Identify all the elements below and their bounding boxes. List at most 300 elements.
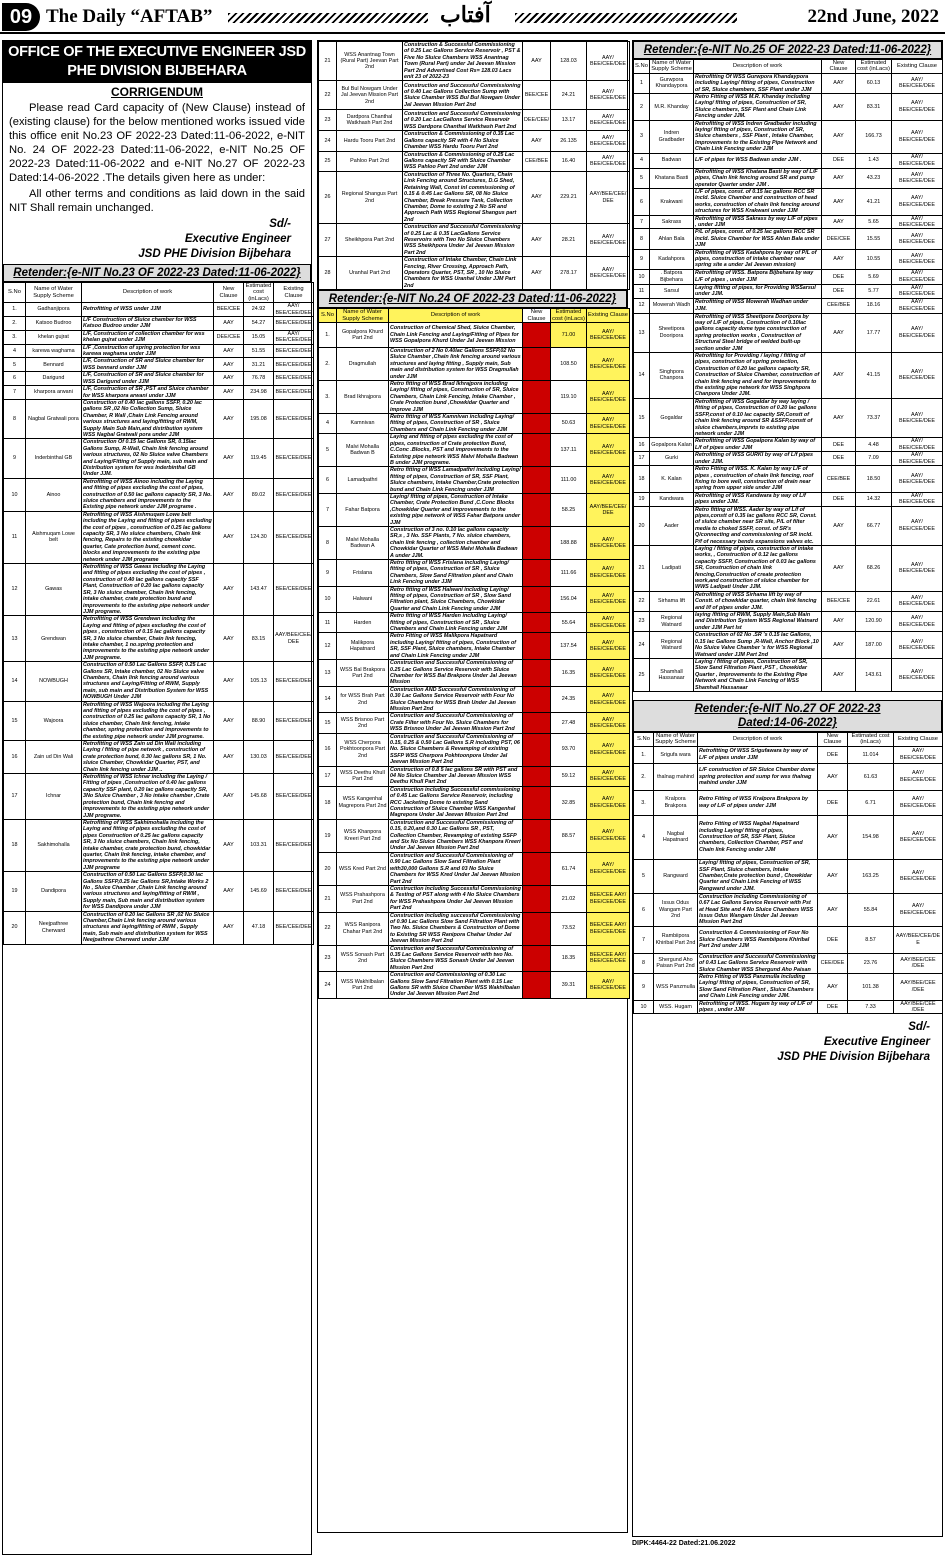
- row-sno: 11: [319, 613, 337, 633]
- page-number: 09: [2, 3, 40, 31]
- row-new-clause: AAY: [523, 819, 551, 852]
- row-description: L/F of pipes, const. of 0.15 lac gallons RCC SR incld. Sluice Chamber and construction of head works, construction of chain link fencing around structures for WSS Krakwani under JJM: [695, 188, 820, 215]
- row-description: L/F, Construction of SR and Sluice chamber for WSS Darigund under JJM: [82, 372, 214, 386]
- row-sno: 23: [319, 110, 337, 131]
- table-row: [319, 945, 630, 972]
- table-row: [634, 168, 943, 188]
- row-existing-clause: AAY/ BEE/CEE/DEE: [894, 763, 943, 790]
- column-middle: [317, 40, 628, 1533]
- row-existing-clause: AAY/ BEE/CEE/DEE: [892, 591, 943, 611]
- row-new-clause: AAY: [523, 786, 551, 819]
- row-new-clause: AAY: [214, 564, 244, 616]
- row-existing-clause: BEE/CEE/DEE: [274, 358, 314, 372]
- nit23-continued-table: [318, 41, 630, 290]
- row-cost: 24.21: [551, 81, 587, 110]
- row-existing-clause: AAY/ BEE/CEE/DEE: [894, 790, 943, 815]
- row-sno: 13: [634, 313, 650, 352]
- table-row: [319, 42, 630, 81]
- row-cost: 128.03: [551, 42, 587, 81]
- row-cost: 88.90: [244, 701, 274, 740]
- row-cost: 71.00: [551, 323, 587, 348]
- row-scheme: Rangward: [654, 859, 698, 893]
- row-description: Retrofitting of WSS Indren Gradbader including laying/ fitting of pipes, Construction of SR, Sluice chambers , SSF Plant , Intake Chamber, Improvements to the Existing Pipe Network and Chain Link Fencing under JJM: [694, 120, 822, 153]
- col-sno: S.No: [319, 309, 337, 323]
- office-title: OFFICE OF THE EXECUTIVE ENGINEER JSD PHE DIVISION BIJBEHARA: [3, 41, 311, 83]
- row-new-clause: AAY: [822, 398, 856, 437]
- row-cost: 229.21: [551, 171, 587, 223]
- table-row: [634, 591, 943, 611]
- row-scheme: Dragmullah: [337, 348, 389, 381]
- nit25-table: [633, 59, 943, 692]
- row-description: Construction of 02 No .SR 's 0.15 lac Gallons, 0.15 lac Gallons Sump ,R-Wall, Anchor Block ,10 No Sluice Valve Chamber 's for WSS Regional Watnard under JJM Part 2nd: [694, 632, 822, 659]
- row-new-clause: CEE/BEE: [523, 660, 551, 687]
- row-new-clause: CEE/BEE: [822, 298, 856, 313]
- row-description: L/F, Construction of collection chamber for wss khelan gujrat under JJM: [82, 330, 214, 344]
- table-row: [634, 353, 943, 399]
- row-new-clause: AAY: [214, 819, 244, 871]
- row-scheme: Rambiipora Khiribal Part 2nd: [654, 926, 698, 953]
- row-sno: 2: [634, 94, 650, 121]
- row-new-clause: AAY: [822, 120, 856, 153]
- row-new-clause: DEE/CEE: [214, 330, 244, 344]
- row-description: Retro fitting of WSS. Aader by way of L/f of pipes,constt of 0.35 lac gallons RCC SR, Const. of sluice chamber near SR site, P/L of filter media to choked SSFP, const. of SR's Q/connecting and commissioning of SR incld. P/f of necessary bends expansions valves etc.: [694, 506, 822, 545]
- row-new-clause: AAY: [822, 249, 856, 269]
- row-sno: 5: [319, 434, 337, 467]
- row-existing-clause: AAY/ BEE/CEE/DEE: [892, 353, 943, 399]
- row-scheme: Srigufa wara: [654, 746, 698, 763]
- row-description: L/F ,Construction of spring protection for wss karewa waghama under JJM: [82, 344, 214, 358]
- row-description: Construction of 0.50 Lac Gallons SSFP, 0.25 Lac Gallons SR, Intake chamber, 02 No Sluice valve Chambers, Chain link fencing around various structures and Laying/Fitting of RWM, Supply main, sub main and Distribution System for WSS NOWBUGH Under JJM: [82, 662, 214, 701]
- row-description: Retrofitting of WSS Kadahpora by way of P/L of pipes, construction of intake chamber near spring site a under Jal Jeevan mission): [694, 249, 822, 269]
- row-scheme: WSS Kred Part 2nd: [337, 852, 389, 885]
- row-description: Retrofitting of WSS. Hugam by way of L/F of pipes , under JJM: [698, 1000, 818, 1014]
- row-scheme: WSS. Hugam: [654, 1000, 698, 1014]
- row-sno: 23: [634, 612, 650, 632]
- row-new-clause: AAY: [214, 439, 244, 478]
- row-new-clause: AAY: [818, 893, 848, 926]
- row-existing-clause: BEE/CEE/DEE: [274, 774, 314, 820]
- row-sno: 18: [4, 819, 26, 871]
- row-new-clause: AAY: [523, 323, 551, 348]
- row-description: Retrofitting of WSS under JJM: [82, 303, 214, 317]
- row-sno: 6: [634, 893, 654, 926]
- row-scheme: Badwan: [650, 153, 694, 168]
- row-cost: 15.55: [856, 229, 892, 249]
- table-row: [634, 284, 943, 298]
- row-description: Retrofitting of WSS Kandwara by way of L/f pipes under JJM.: [694, 492, 822, 506]
- row-scheme: Sarsul: [650, 284, 694, 298]
- row-new-clause: AAY: [523, 945, 551, 972]
- row-description: Retrofitting of WSS Gawas including the Laying and fitting of pipes excluding the cost of pipes , construction of 0.40 lac gallons capacity SSF Plant, Construction of 0.20 lac gallons capacity SR, 3 No sluice chamber, Chain link fencing, intake chamber, crate protection bund and improvements to the existing pipe network under JJM programe.: [82, 564, 214, 616]
- row-sno: 14: [634, 353, 650, 399]
- row-sno: 3: [634, 120, 650, 153]
- row-sno: 4: [319, 414, 337, 434]
- row-new-clause: AAY: [214, 872, 244, 911]
- col-exist: Existing Clause: [274, 283, 314, 303]
- col-desc: Description of work: [82, 283, 214, 303]
- row-new-clause: AAY: [214, 344, 244, 358]
- table-row: [4, 662, 314, 701]
- row-cost: 143.47: [244, 564, 274, 616]
- row-scheme: Issus Odus Wangam Part 2nd: [654, 893, 698, 926]
- signature-block: [3, 217, 311, 262]
- row-sno: 24: [319, 131, 337, 151]
- table-row: [634, 452, 943, 466]
- row-new-clause: AAY: [523, 224, 551, 257]
- row-new-clause: AAY: [818, 815, 848, 859]
- row-scheme: WSS Bal Brakpora Part 2nd: [337, 660, 389, 687]
- row-cost: 83.31: [856, 94, 892, 121]
- row-description: Construction Of 0.15 lac Gallons SR, 0.15lac Gallons Sump, R-Wall, Chain link fencing around various structures, 02 No Sluice valve Chambers and Laying/Fitting of Supply main, sub main and Distribution system for wss Inderbinthal GB Under JJM.: [82, 439, 214, 478]
- masthead-stripe: [228, 13, 428, 23]
- row-sno: 22: [319, 81, 337, 110]
- row-cost: 22.61: [856, 591, 892, 611]
- table-row: [634, 249, 943, 269]
- table-row: [319, 131, 630, 151]
- row-new-clause: AAY: [523, 467, 551, 494]
- table-row: [319, 526, 630, 559]
- row-cost: 41.21: [856, 188, 892, 215]
- row-cost: 61.74: [551, 852, 587, 885]
- masthead-stripe: [515, 13, 737, 23]
- row-scheme: Hardu Tooru Part 2nd: [337, 131, 403, 151]
- row-description: L/F Construction of Sluice chamber for WSS Katsoo Budroo under JJM: [82, 317, 214, 331]
- row-existing-clause: AAY/ BEE/CEE/DEE: [894, 746, 943, 763]
- row-scheme: . Batpora Bijbehara: [650, 269, 694, 284]
- col-sno: S.No: [4, 283, 26, 303]
- row-existing-clause: AAY/ BEE/CEE/DEE: [587, 526, 630, 559]
- row-cost: 18.35: [551, 945, 587, 972]
- row-cost: 278.17: [551, 257, 587, 290]
- row-existing-clause: AAY/ BEE/CEE/DEE: [892, 506, 943, 545]
- nit27-title: [633, 700, 942, 732]
- signature-line: JSD PHE Division Bijbehara: [138, 248, 291, 260]
- row-cost: 16.40: [551, 151, 587, 171]
- col-scheme: Name of Water Supply Scheme: [26, 283, 82, 303]
- row-cost: 5.69: [856, 269, 892, 284]
- row-description: Construction and Successful Commissioning of 0.15, 0.25 & 0.50 Lac Gallons S.R including PST, 06 No. Sluice Chambers & Revamping of existing SSFP WSS Cherpora Pokhtoonpora Under Jal Jeevan Mission Part 2nd: [389, 733, 523, 766]
- row-new-clause: DEE/CEE: [822, 229, 856, 249]
- row-new-clause: AAY: [523, 972, 551, 999]
- row-sno: 12: [4, 564, 26, 616]
- col-scheme: Name of Water Supply Scheme: [655, 732, 696, 746]
- table-row: [634, 632, 943, 659]
- row-sno: 3.: [319, 381, 337, 414]
- row-scheme: Harden: [337, 613, 389, 633]
- table-row: [319, 224, 630, 257]
- row-existing-clause: AAY/ BEE/CEE/DEE: [587, 467, 630, 494]
- table-row: [634, 974, 943, 1001]
- row-scheme: Gogaldar: [650, 398, 694, 437]
- row-cost: 4.48: [856, 438, 892, 452]
- table-row: [634, 658, 943, 691]
- row-description: Retrofitting of WSS Aishmuqam Lowe belt including the Laying and fitting of pipes excluding the cost of pipes , construction of 0.25 lac gallons capacity SR, 3 No sluice chambers, Chain link fencing, Repairs to the existing chowkidar quarter, Cate protection bund, cement conc. blocks and improvements to the existing pipe network under JJM programe: [83, 511, 212, 563]
- table-row: [634, 926, 943, 953]
- row-description: Retrofitting of WSS Sirhama lift by way of Constt. of chowkidar quarter, chain link fencing and l/f of pipes under JJM.: [694, 591, 822, 611]
- row-scheme: Katsoo Budroo: [26, 317, 82, 331]
- row-scheme: khelan gujrat: [26, 330, 82, 344]
- row-cost: 31.21: [244, 358, 274, 372]
- row-cost: 58.25: [551, 493, 587, 526]
- row-sno: 10: [634, 269, 650, 284]
- row-description: Retro fitting of WSS Harden including Laying/ fitting of pipes, Construction of SR , Sluice Chambers and Chain Link Fencing under JJM: [389, 613, 523, 633]
- row-existing-clause: AAY/ BEE/CEE/DEE: [894, 859, 943, 893]
- row-sno: 14: [319, 686, 337, 713]
- row-existing-clause: AAY/ BEE/CEE/DEE: [892, 612, 943, 632]
- row-description: Construction and Commissioning of 0.30 Lac Gallons Slow Sand Filtration Plant with 0.15 Lac Gallons SR with Sluice Chamber WSS Wakhilbalan Under Jal Jeevan Mission Part 2nd: [389, 972, 523, 999]
- row-cost: 17.77: [856, 313, 892, 352]
- row-cost: 145.68: [244, 774, 274, 820]
- row-description: Retrofitting of WSS Grendwan including the Laying and fitting of pipes excluding the cost of pipes , construction of 0.15 lac gallons capacity SR, 3 No sluice chamber, Chain link fencing, intake chamber, 1 no.spring protection and improvements to the existing pipe network under JJM programe.: [82, 616, 214, 662]
- row-scheme: Dandipora: [26, 872, 82, 911]
- row-scheme: Regional Shangus Part 2nd: [337, 171, 403, 223]
- row-cost: 23.76: [848, 953, 894, 973]
- table-row: [634, 298, 943, 313]
- row-cost: 28.21: [551, 224, 587, 257]
- row-existing-clause: BEE/CEE/DEE: [274, 386, 314, 400]
- row-new-clause: BEE/CEE: [214, 303, 244, 317]
- row-cost: 59.12: [551, 766, 587, 786]
- row-existing-clause: AAY/ BEE/CEE/DEE: [587, 972, 630, 999]
- row-existing-clause: AAY/ BEE/CEE/DEE: [274, 330, 314, 344]
- row-description: Construction of Intake Chamber, Chain Link Fencing, River Crossing, Approach Path, Operators Quarter, PST, SR , 10 No Sluice Chambers for WSS Uranhal Under JJM Part 2nd: [403, 257, 523, 290]
- row-sno: 16: [4, 741, 26, 774]
- row-cost: 60.13: [856, 73, 892, 93]
- row-sno: 27: [319, 224, 337, 257]
- row-existing-clause: AAY/ BEE/CEE/DEE: [892, 546, 943, 592]
- signature-line: JSD PHE Division Bijbehara: [777, 1051, 930, 1064]
- row-new-clause: DEE: [822, 492, 856, 506]
- row-existing-clause: BEE/CEE/DEE: [274, 911, 314, 944]
- row-cost: 73.37: [856, 398, 892, 437]
- row-existing-clause: AAY/ BEE/CEE/DEE: [892, 398, 943, 437]
- row-description: Retrofitting of WSS Wajoora including the Laying and fitting of pipes excluding the cost of pipes , construction of 0.25 lac gallons capacity SR, 1 No sluice chamber, Chain link fencing, intake chamber, spring protection and improvements to the existing pipe network under JJM programe.: [82, 701, 214, 740]
- row-existing-clause: AAY/ BEE/CEE/DEE: [892, 466, 943, 493]
- row-cost: 163.25: [848, 859, 894, 893]
- row-cost: 15.05: [244, 330, 274, 344]
- row-existing-clause: AAY/ BEE/CEE/DEE: [587, 348, 630, 381]
- row-description: Retrofitting of WSS Khatana Basti by way of L/F pipes, Chain link fencing around SR and pump operator Quarter under JJM .: [694, 168, 822, 188]
- signature-line: Executive Engineer: [184, 233, 291, 245]
- row-existing-clause: AAY/ BEE/CEE/DEE: [892, 188, 943, 215]
- row-new-clause: AAY: [818, 763, 848, 790]
- row-existing-clause: AAY/ BEE/CEE/DEE: [892, 229, 943, 249]
- row-description: Construction and Successful Commissioning of 0.20 Lac LacGallons Service Reservoir WSS Dardpora Chanthal Watkhash Part 2nd: [404, 110, 521, 130]
- row-existing-clause: BEE/CEE/DEE: [274, 439, 314, 478]
- row-new-clause: AAY: [523, 560, 551, 587]
- row-sno: 7: [634, 215, 650, 229]
- row-sno: 8: [634, 229, 650, 249]
- row-sno: 22: [319, 912, 337, 945]
- row-description: Retro Fitting of WSS Nagbal Hapatnard including Laying/ fitting of pipes, Construction of SR, SSF Plant, Sluice chambers, Collection Chamber, PST and Chain link Fencing under JJM: [698, 815, 818, 859]
- table-row: [319, 786, 630, 819]
- row-description: Construction and Successful Commissioning of Crate Filter with Four No. Sluice Chambers for WSS Brisnoo Under Jal Jeevan Mission Part 2nd: [389, 713, 523, 733]
- row-scheme: Uranhal Part 2nd: [337, 257, 403, 290]
- row-cost: 11.014: [848, 746, 894, 763]
- nit24-title-text: Retender:{e-NIT No.24 OF 2022-23 Dated:11-06-2022}: [328, 293, 617, 306]
- signature-line: Sd/-: [269, 218, 291, 230]
- row-new-clause: DEE: [818, 746, 848, 763]
- nit24-table: [318, 308, 630, 999]
- row-existing-clause: AAY/ BEE/CEE/DEE: [587, 733, 630, 766]
- row-existing-clause: AAY/ BEE/CEE/DEE: [587, 224, 630, 257]
- table-row: [319, 660, 630, 687]
- row-sno: 4: [634, 153, 650, 168]
- row-existing-clause: BEE/CEE/DEE: [274, 478, 314, 511]
- row-scheme: K. Kalan: [650, 466, 694, 493]
- row-scheme: Gawas: [26, 564, 82, 616]
- row-existing-clause: BEE/CEE/DEE: [274, 399, 314, 438]
- row-new-clause: AAY: [214, 701, 244, 740]
- col-new: New Clause: [523, 309, 551, 323]
- dipk-reference: DIPK:4464-22 Dated:21.06.2022: [632, 1540, 736, 1547]
- table-row: [319, 414, 630, 434]
- row-cost: 7.09: [856, 452, 892, 466]
- row-scheme: Ainoo: [26, 478, 82, 511]
- row-existing-clause: AAY/ BEE/CEE/DEE: [587, 766, 630, 786]
- row-sno: 28: [319, 257, 337, 290]
- col-exist: Existing Clause: [587, 309, 630, 323]
- row-scheme: kharpora arwani: [26, 386, 82, 400]
- row-description: Laying / fitting of pipes, construction of intake works, , Construction of 0.12 lac gallons capacity SSFP, Construction of 0.03 lac gallons SR, Construction of chain link fencing,Construction of create protection work,and construction of sluice chamber for WWS Ladipati Under JJM.: [694, 546, 822, 592]
- table-row: [4, 344, 314, 358]
- row-sno: 17: [4, 774, 26, 820]
- row-cost: 51.55: [244, 344, 274, 358]
- row-existing-clause: AAY/ BEE/CEE/DEE: [892, 298, 943, 313]
- row-scheme: WSS Prahashpora Part 2nd: [337, 885, 389, 912]
- row-existing-clause: AAY/ BEE/CEE/DEE: [892, 215, 943, 229]
- row-description: Retrofitting of WSS Ichnar including the Laying / Fitting of pipes ,Construction of 0.40 lac gallons capacity SSF plant, 0.20 lac gallons capacity SR, 3No Sluice Chamber , 3 No intake chamber ,Crate protection bund, Chain link fencing and improvements to the existing pipe network under JJM programe.: [82, 774, 214, 820]
- row-cost: 24.35: [551, 686, 587, 713]
- row-cost: 55.64: [551, 613, 587, 633]
- row-new-clause: AAY: [523, 526, 551, 559]
- row-sno: 14: [4, 662, 26, 701]
- row-sno: 15: [634, 398, 650, 437]
- row-description: Retrofitting of WSS Gopalpora Kalan by way of L/f of pipes under JJM: [694, 438, 822, 452]
- row-description: Construction including Successful commissioning of 0.45 Lac Gallons Service Reservoir, including RCC Jacketing Dome to existing Sand Construction of Sluice Chamber WSS Kangenhal Magrepora Under Jal Jeevan Mission Part 2nd: [389, 786, 523, 819]
- row-sno: 9: [319, 560, 337, 587]
- row-scheme: Ladipati: [650, 546, 694, 592]
- row-new-clause: CEE/DEE: [818, 953, 848, 973]
- row-cost: 88.57: [551, 819, 587, 852]
- row-scheme: Kadahpora: [650, 249, 694, 269]
- row-description: Retrofitting of WSS. Batpora Bijbehara by way L/F of pipes , under JJM: [694, 269, 822, 284]
- row-scheme: Gopalpora Khurd Part 2nd: [337, 323, 389, 348]
- row-cost: 103.31: [244, 819, 274, 871]
- row-existing-clause: BEE/CEE AAY/ BEE/CEE/DEE: [587, 912, 630, 945]
- row-cost: 5.65: [856, 215, 892, 229]
- table-row: [4, 741, 314, 774]
- row-cost: 18.16: [856, 298, 892, 313]
- row-existing-clause: AAY/ BEE/CEE/DEE: [892, 153, 943, 168]
- col-desc: Description of work: [694, 60, 822, 74]
- row-sno: 18: [634, 466, 650, 493]
- row-cost: 32.85: [551, 786, 587, 819]
- row-scheme: Sakhimohalla: [26, 819, 82, 871]
- row-sno: 1.: [634, 746, 654, 763]
- row-cost: 27.48: [551, 713, 587, 733]
- row-existing-clause: AAY/ BEE/CEE/DEE: [894, 815, 943, 859]
- table-row: [319, 560, 630, 587]
- row-description: Construction of 3 no. 0.10 lac gallons capacity SR,s , 3 No. SSF Plants, 7 No. sluice chambers, chain link fencing , collection chamber and Chowkidar Quarter of WSS Malvi Mohalla Badwan A under JJM.: [389, 526, 523, 559]
- table-row: [319, 493, 630, 526]
- row-sno: 1.: [319, 323, 337, 348]
- row-sno: 4: [4, 344, 26, 358]
- row-scheme: WSS Kangenhal Magrepora Part 2nd: [337, 786, 389, 819]
- row-sno: 5: [634, 859, 654, 893]
- row-description: Construction including successful Commissioning of 0.90 Lac Gallons Slow Sand Filtration Plant with Two No. Sluice Chambers & Construction of Dome to Existing SR WSS Ranipora Chahar Under Jal Jeevan Mission Part 2nd: [389, 912, 523, 945]
- row-existing-clause: AAY/ BEE/CEE/DEE: [587, 660, 630, 687]
- row-scheme: Gurwpora Khandaypora: [650, 73, 694, 93]
- row-description: Laying/ fitting of pipes, Construction of SR, SSF Plant, Sluice chambers, Intake Chamber,Crate protection bund , Chowkidar Quarter and Chain Link Fencing of WSS Rangward under JJM.: [698, 859, 818, 893]
- table-row: [4, 317, 314, 331]
- row-existing-clause: AAY/ BEE/CEE/DEE: [892, 269, 943, 284]
- row-scheme: Shergund Aho Paisan Part 2nd: [654, 953, 698, 973]
- row-description: Construction & Commissioning of 0.25 Lac Gallons capacity SR with Sluice Chamber WSS Pahloo Part 2nd under JJM: [403, 151, 523, 171]
- row-description: Retrofitting of WSS Ainoo including the Laying and fitting of pipes excluding the cost of pipes, construction of 0.50 lac gallons capacity SR, 3 No. sluice chambers and improvements to the Existing pipe network under JJM programe .: [83, 478, 212, 511]
- row-scheme: WSS Ranipora Chahar Part 2nd: [337, 912, 389, 945]
- row-new-clause: AAY: [822, 632, 856, 659]
- row-scheme: WSS Khanpora Kreeri Part 2nd: [337, 819, 389, 852]
- row-cost: 137.11: [551, 434, 587, 467]
- row-new-clause: AAY: [523, 434, 551, 467]
- row-description: Construction and Successful Commissioning of 0.25 Lac Gallons Service Reservoir with Sluice Chamber for WSS Bal Brakpora Under Jal Jeevan Mission: [389, 660, 523, 687]
- row-description: Laying / fitting of pipes, Construction of SR, Slow Sand Filtration Plant ,PST , Chowkidar Quarter , Improvements to the Existing Pipe Network and Chain Link Fencing of WSS Shamhall Hassanaar: [694, 658, 822, 691]
- row-new-clause: AAY: [523, 257, 551, 290]
- row-description: Construction of 0.50 Lac Gallons SSFP,0.30 lac Gallons SSFP,0.25 lac Gallons SR,Intake Works 2 No , Sluice Chamber ,Chain Link fencing around various structures and laying/fitting of RWM , Supply main, Sub main and distribution system for WSS Dandipora under JJM: [82, 872, 214, 911]
- table-row: [319, 912, 630, 945]
- row-scheme: Regional Watnard: [650, 632, 694, 659]
- row-new-clause: DEE: [818, 790, 848, 815]
- row-cost: 187.00: [856, 632, 892, 659]
- table-row: [634, 398, 943, 437]
- notice-paragraph: Please read Card capacity of (New Clause) instead of (existing clause) for the below mentioned works issued vide this office enit No.23 OF 2022-23 Dated:11-06-2022, e-NIT No. 24 OF 2022-23 Dated:11-06-2022, e-NIT No.25 OF 2022-23 Dated:11-06-2022 and e-NIT No.27 OF 2022-23 Dated:14-06-2022 .The details given here as under:: [9, 102, 305, 184]
- row-existing-clause: AAY/ BEE/CEE/DEE: [274, 303, 314, 317]
- row-description: Construction and Successful Commissioning of 0.43 Lac Gallons Service Reservoir with Sluice Chamber WSS Shergund Aho Paisan: [699, 953, 816, 973]
- row-new-clause: CEE/BEE: [523, 151, 551, 171]
- table-row: [319, 819, 630, 852]
- row-sno: 20: [319, 852, 337, 885]
- row-scheme: for WSS Brah Part 2nd: [337, 686, 389, 713]
- row-scheme: Gopalpora Kalan: [650, 438, 694, 452]
- row-existing-clause: AAY/ BEE/CEE/DEE: [587, 110, 630, 131]
- table-row: [319, 323, 630, 348]
- table-row: [319, 467, 630, 494]
- row-new-clause: AAY: [523, 912, 551, 945]
- row-sno: 20: [4, 911, 26, 944]
- row-sno: 11: [634, 284, 650, 298]
- row-scheme: Lamadpathri: [337, 467, 389, 494]
- row-new-clause: AAY: [822, 658, 856, 691]
- table-row: [319, 171, 630, 223]
- row-cost: 26.135: [551, 131, 587, 151]
- row-description: Laying and fitting of pipes excluding the cost of pipes, construction of Crate protection Bund, C.Conc .Blocks, PST and improvements to the Existing pipe network WSS Malvi Mohalla Badwan B under JJM programe.: [389, 434, 523, 467]
- row-cost: 93.70: [551, 733, 587, 766]
- row-new-clause: AAY: [523, 852, 551, 885]
- row-sno: 21: [319, 885, 337, 912]
- row-sno: 6: [4, 372, 26, 386]
- signature-line: Executive Engineer: [823, 1036, 930, 1049]
- row-sno: 19: [634, 492, 650, 506]
- row-sno: 1: [634, 73, 650, 93]
- row-new-clause: AAY: [523, 131, 551, 151]
- table-row: [634, 215, 943, 229]
- table-row: [4, 911, 314, 944]
- row-cost: 41.15: [856, 353, 892, 399]
- row-description: Construction and Successful Commissioning of 0.35 Lac Gallons Service Reservoir with two No. Sluice Chambers WSS Sonash Under Jal Jeevan Mission Part 2nd: [389, 945, 523, 972]
- row-scheme: WSS Sonash Part 2nd: [337, 945, 389, 972]
- row-new-clause: DEE/CEE/: [523, 110, 551, 131]
